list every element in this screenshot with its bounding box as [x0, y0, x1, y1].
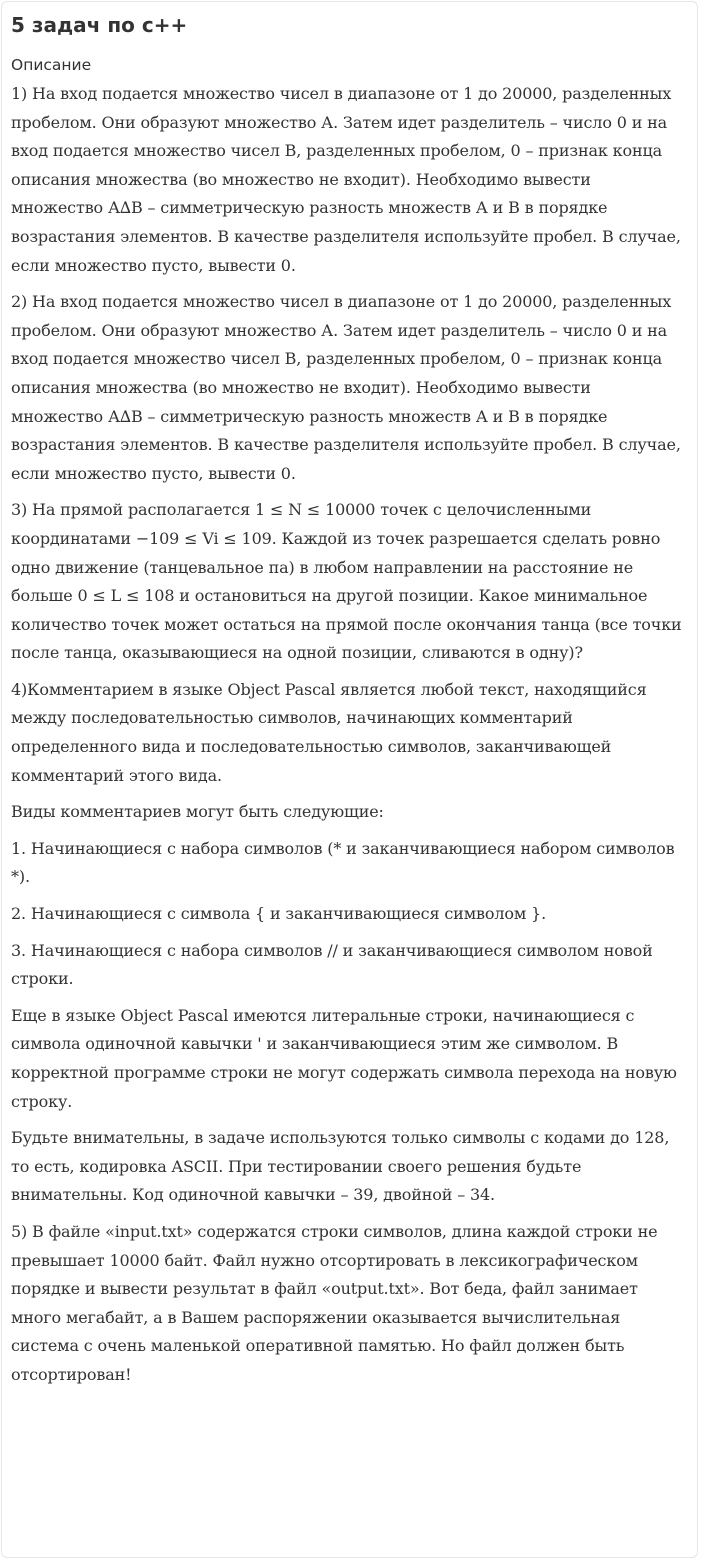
task-5-text: 5) В файле «input.txt» содержатся строки символов, длина каждой строки не превышает 10000 байт. Файл нужно отсортировать в лексикографическом порядке и вывести результат в файл «output.txt». Вот беда, файл занимает много мегабайт, а в Вашем распоряжении оказывается вычислительная система с очень маленькой оперативной памятью. Но файл должен быть отсортирован!	[11, 1221, 658, 1384]
page-title: 5 задач по с++	[11, 13, 188, 37]
task-2-text: 2) На вход подается множество чисел в диапазоне от 1 до 20000, разделенных пробелом. Они образуют множество А. Затем идет разделитель – число 0 и на вход подается множество чисел В, разделенных пробелом, 0 – признак конца описания множества (во множество не входит). Необходимо вывести множество А∆В – симметрическую разность множеств А и В в порядке возрастания элементов. В качестве разделителя используйте пробел. В случае, если множество пусто, вывести 0.	[11, 292, 681, 483]
ascii-note-text: Будьте внимательны, в задаче используются только символы с кодами до 128, то есть, кодировка ASCII. При тестировании своего решения будьте внимательны. Код одиночной кавычки – 39, двойной – 34.	[11, 1128, 670, 1205]
comment-type-1: 1. Начинающиеся с набора символов (* и заканчивающиеся набором символов *).	[11, 838, 675, 887]
comment-type-2: 2. Начинающиеся с символа { и заканчивающиеся символом }.	[11, 904, 547, 924]
task-3-text: 3) На прямой располагается 1 ≤ N ≤ 10000 точек с целочисленными координатами −109 ≤ Vi ≤ 109. Каждой из точек разрешается сделать ровно одно движение (танцевальное па) в любом направлении на расстояние не больше 0 ≤ L ≤ 108 и остановиться на другой позиции. Какое минимальное количество точек может остаться на прямой после окончания танца (все точки после танца, оказывающиеся на одной позиции, сливаются в одну)?	[11, 500, 682, 663]
description-label: Описание	[11, 56, 92, 74]
task-card	[1, 1, 698, 1558]
comment-type-3: 3. Начинающиеся с набора символов // и заканчивающиеся символом новой строки.	[11, 940, 653, 989]
task-1-text: 1) На вход подается множество чисел в диапазоне от 1 до 20000, разделенных пробелом. Они образуют множество А. Затем идет разделитель – число 0 и на вход подается множество чисел В, разделенных пробелом, 0 – признак конца описания множества (во множество не входит). Необходимо вывести множество А∆В – симметрическую разность множеств А и В в порядке возрастания элементов. В качестве разделителя используйте пробел. В случае, если множество пусто, вывести 0.	[11, 84, 681, 275]
comment-types-heading: Виды комментариев могут быть следующие:	[11, 802, 384, 822]
literal-strings-text: Еще в языке Object Pascal имеются литеральные строки, начинающиеся с символа одиночной кавычки ' и заканчивающиеся этим же символом. В корректной программе строки не могут содержать символа перехода на новую строку.	[11, 1005, 677, 1111]
task-4-intro-text: 4)Комментарием в языке Object Pascal является любой текст, находящийся между последовательностью символов, начинающих комментарий определенного вида и последовательностью символов, заканчивающей комментарий этого вида.	[11, 679, 647, 785]
